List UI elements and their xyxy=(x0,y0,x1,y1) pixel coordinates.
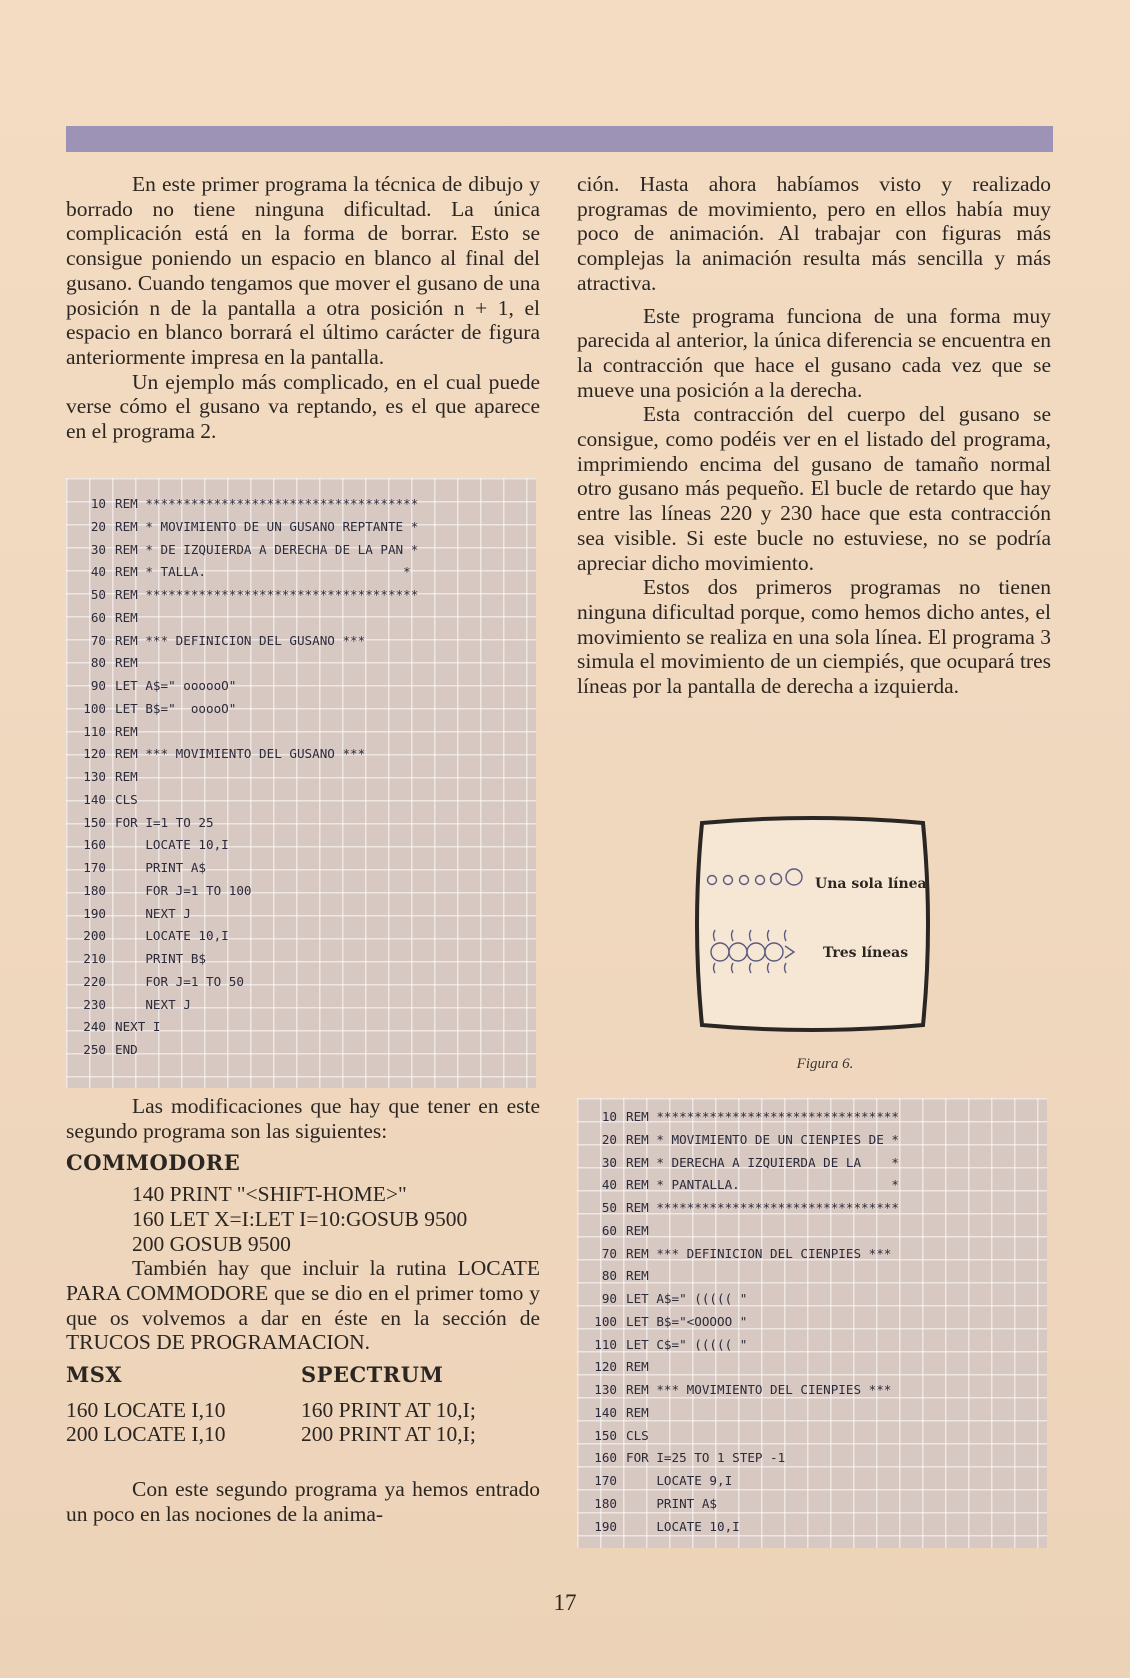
code-line xyxy=(577,1129,899,1152)
code-line: 200 PRINT AT 10,I; xyxy=(301,1422,476,1447)
code-text: NEXT J xyxy=(115,996,191,1012)
code-line xyxy=(577,1220,649,1243)
code-text: REM *** MOVIMIENTO DEL CIENPIES *** xyxy=(626,1382,892,1397)
code-line xyxy=(66,652,138,675)
code-line xyxy=(66,630,365,653)
tv-screen-drawing xyxy=(690,815,935,1035)
code-line: 160 LET X=I:LET I=10:GOSUB 9500 xyxy=(132,1206,468,1231)
code-text: LOCATE 10,I xyxy=(115,837,229,853)
code-text: REM xyxy=(626,1359,649,1375)
line-number: 170 xyxy=(83,860,106,875)
line-number: 70 xyxy=(601,1245,617,1261)
code-text: NEXT I xyxy=(115,1019,161,1035)
code-line xyxy=(66,812,214,835)
code-line xyxy=(577,1265,649,1288)
line-number: 160 xyxy=(83,837,106,853)
code-text: LET B$="<OOOOO " xyxy=(626,1313,748,1329)
code-line xyxy=(66,743,365,766)
code-line xyxy=(577,1197,899,1220)
line-number: 250 xyxy=(83,1042,106,1057)
label-three-lines: Tres líneas xyxy=(823,945,909,961)
code-line xyxy=(66,789,138,812)
code-line xyxy=(577,1356,649,1379)
line-number: 90 xyxy=(90,678,106,693)
line-number: 30 xyxy=(601,1154,617,1170)
right-column-text xyxy=(577,172,1051,707)
code-text: LET A$=" ((((( " xyxy=(626,1291,748,1306)
code-line xyxy=(66,539,418,562)
line-number: 40 xyxy=(601,1177,617,1193)
code-line xyxy=(577,1106,899,1129)
code-text: REM ******************************** xyxy=(626,1109,899,1124)
line-number: 20 xyxy=(601,1131,617,1147)
code-line xyxy=(577,1334,747,1357)
code-text: REM xyxy=(115,723,138,739)
line-number: 230 xyxy=(83,996,106,1012)
line-number: 110 xyxy=(594,1336,617,1352)
code-line xyxy=(66,516,418,539)
code-text: LOCATE 9,I xyxy=(626,1473,733,1488)
code-text: END xyxy=(115,1042,138,1057)
code-line xyxy=(66,971,244,994)
figure-tv-screen xyxy=(690,815,935,1035)
line-number: 50 xyxy=(601,1200,617,1215)
line-number: 100 xyxy=(594,1313,617,1329)
code-text: REM ******************************** xyxy=(626,1200,899,1215)
code-line xyxy=(66,925,229,948)
code-text: FOR J=1 TO 50 xyxy=(115,973,244,989)
line-number: 140 xyxy=(83,791,106,807)
code-text: REM xyxy=(115,655,138,671)
paragraph: En este primer programa la técnica de dibujo y borrado no tiene ninguna dificultad. La única complicación está en la forma de borrar. Esto se consigue poniendo un espacio en blanco al final del gusano. Cuando tengamos que mover el gusano de una posición n de la pantalla a otra posición n + 1, el espacio en blanco borrará el último carácter de figura anteriormente impresa en la pantalla. xyxy=(66,172,540,369)
line-number: 240 xyxy=(83,1019,106,1035)
line-number: 190 xyxy=(594,1518,617,1534)
code-line xyxy=(577,1447,785,1470)
code-line xyxy=(66,857,206,880)
code-text: LOCATE 10,I xyxy=(115,928,229,944)
code-line xyxy=(66,1039,138,1062)
code-text: REM * TALLA. * xyxy=(115,564,411,580)
label-one-line: Una sola línea xyxy=(815,876,927,892)
line-number: 220 xyxy=(83,973,106,989)
code-text: LET A$=" oooooO" xyxy=(115,678,237,693)
code-line xyxy=(577,1152,899,1175)
code-line: 160 PRINT AT 10,I; xyxy=(301,1397,476,1422)
code-line xyxy=(66,493,418,516)
line-number: 180 xyxy=(83,882,106,898)
code-text: PRINT B$ xyxy=(115,951,206,966)
code-line xyxy=(577,1493,717,1516)
line-number: 130 xyxy=(83,769,106,784)
paragraph: Esta contracción del cuerpo del gusano se consigue, como podéis ver en el listado del programa, imprimiendo encima del gusano de tamaño normal otro gusano más pequeño. El bucle de retardo que hay entre las líneas 220 y 230 hace que esta contracción sea visible. Si este bucle no estuviese, no se podría apreciar dicho movimiento. xyxy=(577,402,1051,575)
code-text: CLS xyxy=(626,1427,649,1443)
code-text: REM * PANTALLA. * xyxy=(626,1177,899,1193)
program-listing-2 xyxy=(66,478,536,1088)
code-line xyxy=(66,880,251,903)
code-text: PRINT A$ xyxy=(115,860,206,875)
spectrum-variant xyxy=(301,1363,521,1447)
code-line xyxy=(66,948,206,971)
code-text: REM * DE IZQUIERDA A DERECHA DE LA PAN * xyxy=(115,541,419,557)
line-number: 190 xyxy=(83,905,106,921)
line-number: 120 xyxy=(83,746,106,762)
code-line xyxy=(577,1288,747,1311)
code-line xyxy=(66,994,191,1017)
line-number: 30 xyxy=(90,541,106,557)
code-line xyxy=(577,1379,891,1402)
paragraph: Un ejemplo más complicado, en el cual puede verse cómo el gusano va reptando, es el que aparece en el programa 2. xyxy=(66,369,540,444)
code-text: REM *** DEFINICION DEL GUSANO *** xyxy=(115,632,366,648)
line-number: 110 xyxy=(83,723,106,739)
code-line xyxy=(577,1311,747,1334)
line-number: 130 xyxy=(594,1382,617,1397)
line-number: 90 xyxy=(601,1291,617,1306)
line-number: 150 xyxy=(83,814,106,830)
code-text: NEXT J xyxy=(115,905,191,921)
paragraph: Este programa funciona de una forma muy parecida al anterior, la única diferencia se encuentra en la contracción que hace el gusano cada vez que se mueve una posición a la derecha. xyxy=(577,303,1051,402)
line-number: 150 xyxy=(594,1427,617,1443)
code-line xyxy=(66,903,191,926)
code-text: REM ************************************ xyxy=(115,587,419,602)
line-number: 80 xyxy=(90,655,106,671)
line-number: 140 xyxy=(594,1404,617,1420)
code-line xyxy=(66,561,411,584)
code-line: 200 GOSUB 9500 xyxy=(132,1231,291,1256)
header-band xyxy=(66,126,1053,152)
paragraph: Estos dos primeros programas no tienen ninguna dificultad porque, como hemos dicho antes, el movimiento se realiza en una sola línea. El programa 3 simula el movimiento de un ciempiés, que ocupará tres líneas por la pantalla de derecha a izquierda. xyxy=(577,575,1051,699)
code-text: REM xyxy=(115,769,138,784)
code-line xyxy=(66,766,138,789)
code-line xyxy=(577,1425,649,1448)
line-number: 70 xyxy=(90,632,106,648)
code-text: LOCATE 10,I xyxy=(626,1518,740,1534)
code-text: REM ************************************ xyxy=(115,496,419,511)
code-line: 160 LOCATE I,10 xyxy=(66,1397,226,1422)
code-line xyxy=(66,584,418,607)
line-number: 120 xyxy=(594,1359,617,1375)
line-number: 80 xyxy=(601,1268,617,1284)
page-number: 17 xyxy=(553,1590,577,1615)
line-number: 60 xyxy=(90,609,106,625)
code-line xyxy=(66,721,138,744)
code-line xyxy=(66,675,236,698)
code-text: LET B$=" ooooO" xyxy=(115,700,237,716)
code-line xyxy=(577,1174,899,1197)
code-text: REM xyxy=(115,609,138,625)
code-line xyxy=(577,1402,649,1425)
line-number: 40 xyxy=(90,564,106,580)
paragraph: También hay que incluir la rutina LOCATE PARA COMMODORE que se dio en el primer tomo y que os volvemos a dar en éste en la sección de TRUCOS DE PROGRAMACION. xyxy=(66,1256,540,1355)
msx-variant xyxy=(66,1363,286,1447)
line-number: 180 xyxy=(594,1495,617,1511)
platform-variants xyxy=(66,1363,540,1483)
code-line xyxy=(577,1243,891,1266)
line-number: 10 xyxy=(90,496,106,511)
line-number: 60 xyxy=(601,1222,617,1238)
paragraph: Las modificaciones que hay que tener en este segundo programa son las siguientes: xyxy=(66,1094,540,1143)
section-heading-msx: MSX xyxy=(66,1362,123,1388)
code-text: FOR I=25 TO 1 STEP -1 xyxy=(626,1450,786,1466)
line-number: 50 xyxy=(90,587,106,602)
code-line xyxy=(66,607,138,630)
code-text: REM xyxy=(626,1222,649,1238)
line-number: 160 xyxy=(594,1450,617,1466)
line-number: 20 xyxy=(90,518,106,534)
code-line xyxy=(66,698,236,721)
code-text: REM xyxy=(626,1404,649,1420)
code-text: REM xyxy=(626,1268,649,1284)
code-text: FOR I=1 TO 25 xyxy=(115,814,214,830)
line-number: 200 xyxy=(83,928,106,944)
code-line xyxy=(66,1016,161,1039)
section-heading-commodore: COMMODORE xyxy=(66,1150,241,1176)
code-text: CLS xyxy=(115,791,138,807)
code-text: REM * DERECHA A IZQUIERDA DE LA * xyxy=(626,1154,899,1170)
left-column-intro xyxy=(66,172,540,452)
paragraph: Con este segundo programa ya hemos entrado un poco en las nociones de la anima- xyxy=(66,1477,540,1526)
code-text: REM *** MOVIMIENTO DEL GUSANO *** xyxy=(115,746,366,762)
line-number: 170 xyxy=(594,1473,617,1488)
code-line xyxy=(66,834,229,857)
code-text: LET C$=" ((((( " xyxy=(626,1336,748,1352)
code-text: REM * MOVIMIENTO DE UN CIENPIES DE * xyxy=(626,1131,899,1147)
figure-caption: Figura 6. xyxy=(796,1056,854,1072)
line-number: 10 xyxy=(601,1109,617,1124)
code-text: REM * MOVIMIENTO DE UN GUSANO REPTANTE * xyxy=(115,518,419,534)
code-line xyxy=(577,1470,732,1493)
code-line: 140 PRINT "<SHIFT-HOME>" xyxy=(132,1182,407,1207)
line-number: 100 xyxy=(83,700,106,716)
code-text: FOR J=1 TO 100 xyxy=(115,882,252,898)
left-column-modifications xyxy=(66,1094,540,1534)
program-listing-3 xyxy=(577,1098,1047,1548)
code-text: PRINT A$ xyxy=(626,1495,717,1511)
code-line: 200 LOCATE I,10 xyxy=(66,1422,226,1447)
line-number: 210 xyxy=(83,951,106,966)
section-heading-spectrum: SPECTRUM xyxy=(301,1362,444,1388)
paragraph: ción. Hasta ahora habíamos visto y realizado programas de movimiento, pero en ellos había muy poco de animación. Al trabajar con figuras más complejas la animación resulta más sencilla y más atractiva. xyxy=(577,172,1051,295)
code-text: REM *** DEFINICION DEL CIENPIES *** xyxy=(626,1245,892,1261)
code-line xyxy=(577,1516,740,1539)
